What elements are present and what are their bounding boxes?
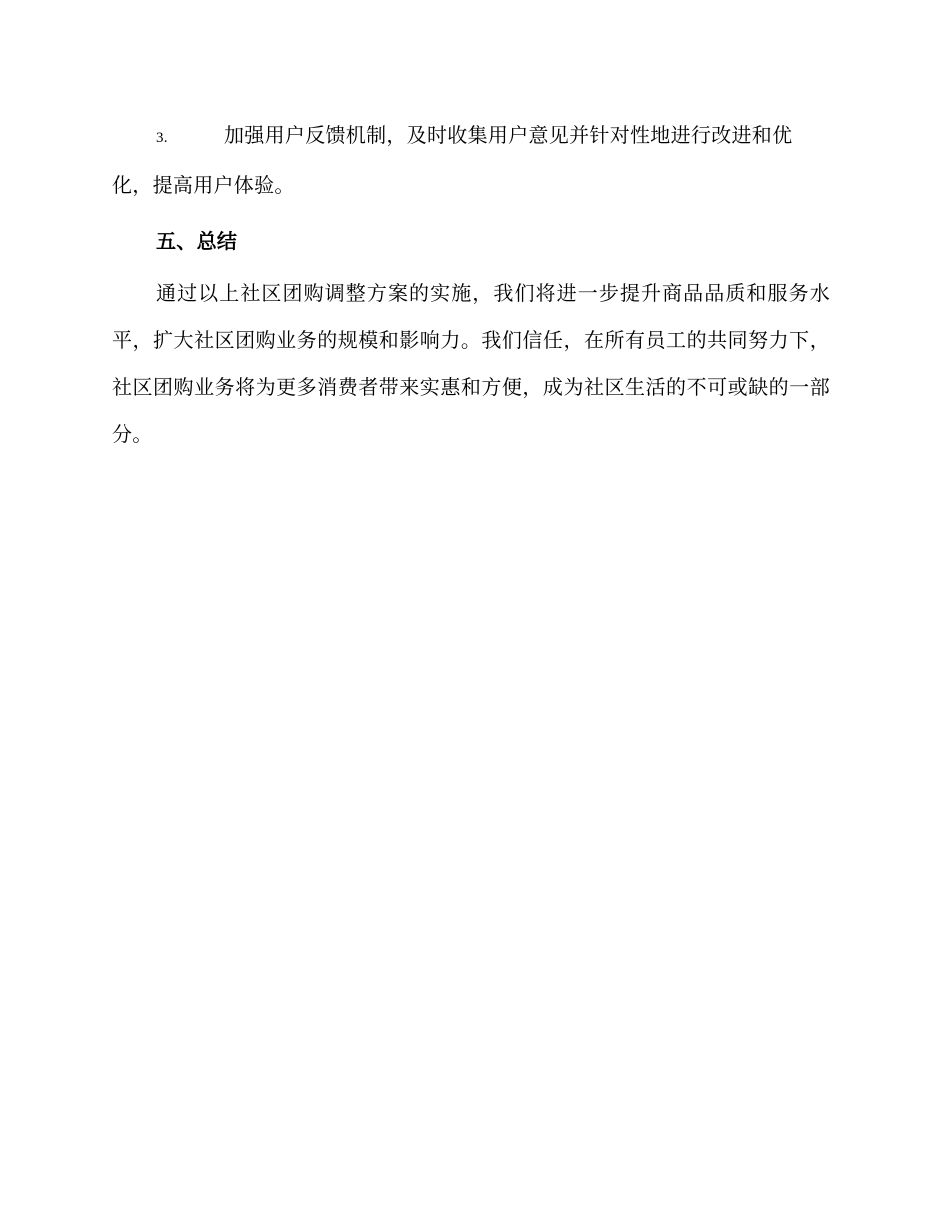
section-heading: 五、总结	[156, 229, 238, 253]
document-body	[112, 112, 830, 458]
list-item-text: 加强用户反馈机制，及时收集用户意见并针对性地进行改进和优化，提高用户体验。	[112, 123, 793, 197]
summary-paragraph: 通过以上社区团购调整方案的实施，我们将进一步提升商品品质和服务水平，扩大社区团购业务的规模和影响力。我们信任，在所有员工的共同努力下，社区团购业务将为更多消费者带来实惠和方便，成为社区生活的不可或缺的一部分。	[112, 281, 830, 446]
list-item-number: 3.	[156, 130, 168, 146]
list-item	[112, 112, 830, 209]
